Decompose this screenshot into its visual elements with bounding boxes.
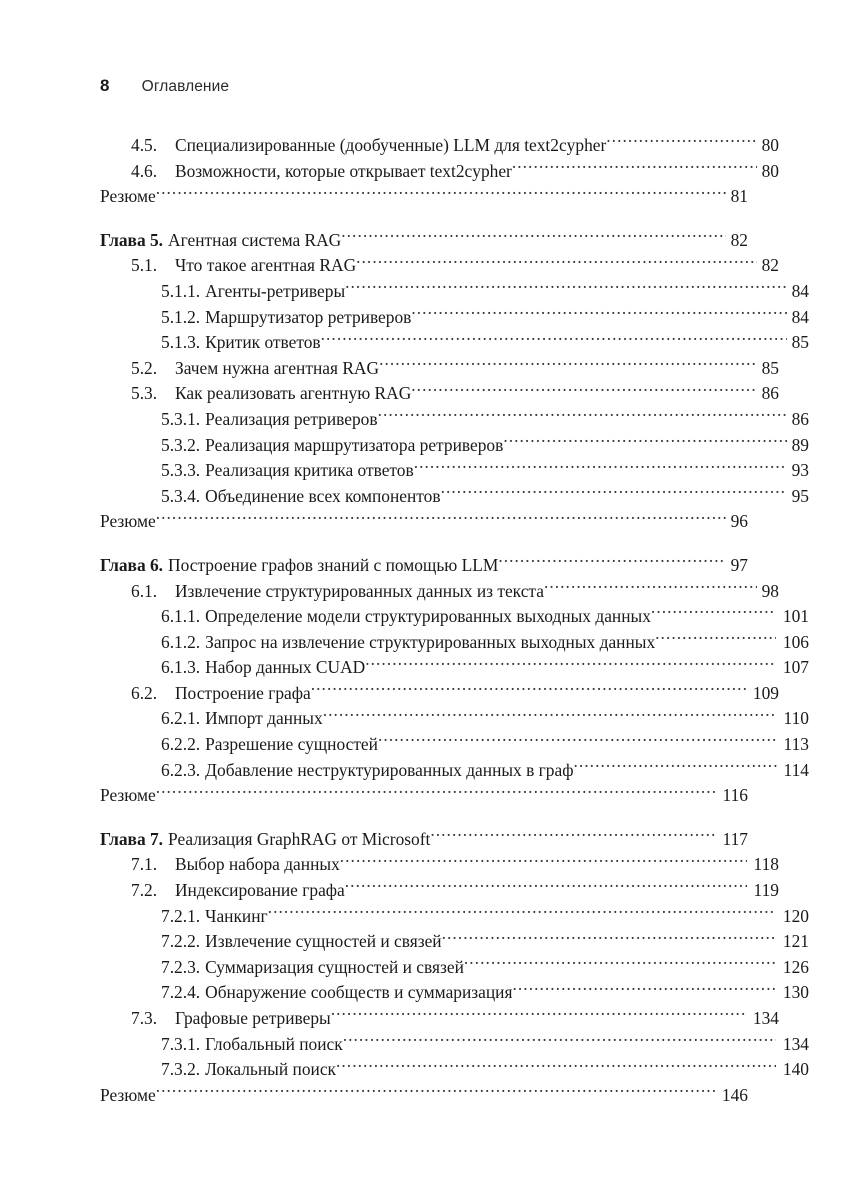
toc-entry-number: 4.6. bbox=[131, 160, 158, 181]
dot-leader bbox=[513, 981, 776, 998]
toc-entry-number: 6.1.2. bbox=[161, 631, 201, 652]
toc-entry[interactable] bbox=[100, 305, 809, 331]
toc-entry-page-number: 85 bbox=[761, 357, 779, 378]
dot-leader bbox=[156, 784, 716, 801]
toc-entry-page-number: 86 bbox=[791, 408, 809, 429]
toc-entry-title: Локальный поиск bbox=[205, 1059, 336, 1080]
toc-entry-number: 6.1.3. bbox=[161, 657, 201, 678]
toc-entry[interactable] bbox=[100, 929, 809, 955]
toc-entry-number: 5.1.3. bbox=[161, 332, 201, 353]
toc-entry-page-number: 80 bbox=[761, 135, 779, 155]
toc-entry-page-number: 98 bbox=[761, 580, 779, 601]
dot-leader bbox=[414, 459, 787, 476]
toc-entry-number: 7.2.4. bbox=[161, 982, 201, 1003]
dot-leader bbox=[464, 955, 776, 972]
dot-leader bbox=[345, 879, 747, 896]
toc-entry-title: Запрос на извлечение структурированных выходных данных bbox=[205, 631, 656, 652]
dot-leader bbox=[378, 733, 777, 750]
toc-entry[interactable] bbox=[100, 407, 809, 433]
toc-entry-page-number: 126 bbox=[782, 956, 809, 977]
toc-entry-page-number: 95 bbox=[791, 485, 809, 506]
dot-leader bbox=[156, 1083, 715, 1100]
toc-entry-number: 6.1.1. bbox=[161, 606, 201, 627]
toc-entry-number: 6.2.3. bbox=[161, 759, 201, 780]
toc-entry-page-number: 80 bbox=[761, 160, 779, 181]
toc-entry[interactable] bbox=[100, 878, 779, 904]
toc-entry-number: 6.2.2. bbox=[161, 734, 201, 755]
dot-leader bbox=[441, 484, 787, 501]
toc-entry-page-number: 134 bbox=[752, 1008, 779, 1028]
toc-entry-title: Построение графов знаний с помощью LLM bbox=[168, 554, 499, 575]
toc-entry-title: Графовые ретриверы bbox=[175, 1008, 331, 1028]
toc-entry-page-number: 113 bbox=[783, 734, 809, 755]
toc-entry-title: Маршрутизатор ретриверов bbox=[205, 306, 412, 327]
toc-entry-title: Реализация GraphRAG от Microsoft bbox=[168, 828, 431, 849]
toc-entry[interactable] bbox=[100, 604, 809, 630]
dot-leader bbox=[411, 305, 787, 322]
dot-leader bbox=[156, 185, 726, 202]
toc-entry-title: Специализированные (дообученные) LLM для text2cypher bbox=[175, 135, 607, 155]
toc-entry[interactable] bbox=[100, 980, 809, 1006]
toc-entry[interactable] bbox=[100, 484, 809, 510]
toc-entry[interactable] bbox=[100, 904, 809, 930]
toc-entry-number: 7.2.3. bbox=[161, 956, 201, 977]
toc-entry-page-number: 86 bbox=[761, 383, 779, 404]
dot-leader bbox=[321, 331, 787, 348]
dot-leader bbox=[340, 853, 747, 870]
toc-entry-title: Выбор набора данных bbox=[175, 854, 340, 875]
dot-leader bbox=[323, 707, 777, 724]
toc-entry-title: Возможности, которые открывает text2cypher bbox=[175, 160, 512, 181]
toc-entry-title: Как реализовать агентную RAG bbox=[175, 383, 412, 404]
dot-leader bbox=[430, 827, 715, 844]
toc-entry-number: 7.2. bbox=[131, 880, 158, 901]
toc-entry-title: Извлечение структурированных данных из текста bbox=[175, 580, 544, 601]
toc-entry-title: Построение графа bbox=[175, 682, 311, 703]
toc-entry-number: 5.1.2. bbox=[161, 306, 201, 327]
toc-entry-number: 5.3.1. bbox=[161, 408, 201, 429]
toc-entry-title: Реализация критика ответов bbox=[205, 460, 414, 481]
toc-entry-page-number: 119 bbox=[753, 880, 779, 901]
toc-entry-title: Разрешение сущностей bbox=[205, 734, 378, 755]
toc-entry-page-number: 96 bbox=[730, 511, 748, 532]
toc-entry-page-number: 146 bbox=[721, 1084, 748, 1105]
toc-entry-title: Объединение всех компонентов bbox=[205, 485, 441, 506]
toc-entry[interactable] bbox=[100, 330, 809, 356]
toc-entry[interactable] bbox=[100, 681, 779, 707]
toc-entry-title: Извлечение сущностей и связей bbox=[205, 931, 442, 952]
toc-entry-number: 7.3.2. bbox=[161, 1059, 201, 1080]
toc-entry-title: Определение модели структурированных выходных данных bbox=[205, 606, 651, 627]
dot-leader bbox=[573, 758, 776, 775]
toc-entry-title: Резюме bbox=[100, 1084, 156, 1105]
toc-entry-number: Глава 6. bbox=[100, 554, 164, 575]
page-folio: 8 bbox=[100, 76, 110, 95]
dot-leader bbox=[512, 159, 757, 176]
toc-entry-title: Обнаружение сообществ и суммаризация bbox=[205, 982, 513, 1003]
toc-entry-number: 4.5. bbox=[131, 135, 158, 155]
toc-entry-page-number: 130 bbox=[782, 982, 809, 1003]
toc-entry-title: Реализация ретриверов bbox=[205, 408, 378, 429]
toc-entry-page-number: 89 bbox=[791, 434, 809, 455]
toc-entry[interactable] bbox=[100, 1032, 809, 1058]
dot-leader bbox=[442, 930, 776, 947]
toc-entry[interactable] bbox=[100, 279, 809, 305]
dot-leader bbox=[498, 554, 726, 571]
toc-entry[interactable] bbox=[100, 579, 779, 605]
toc-entry[interactable] bbox=[100, 253, 779, 279]
toc-entry-page-number: 97 bbox=[730, 554, 748, 575]
dot-leader bbox=[331, 1007, 746, 1024]
toc-entry-page-number: 118 bbox=[753, 854, 779, 875]
dot-leader bbox=[356, 254, 757, 271]
toc-entry-page-number: 101 bbox=[782, 606, 809, 627]
toc-entry[interactable] bbox=[100, 184, 748, 210]
toc-entry-page-number: 82 bbox=[761, 255, 779, 276]
toc-entry-page-number: 140 bbox=[782, 1059, 809, 1080]
dot-leader bbox=[268, 904, 776, 921]
toc-entry[interactable] bbox=[100, 655, 809, 681]
toc-entry-number: 7.2.2. bbox=[161, 931, 201, 952]
dot-leader bbox=[156, 510, 726, 527]
toc-entry[interactable] bbox=[100, 381, 779, 407]
toc-entry-page-number: 81 bbox=[730, 186, 748, 207]
toc-entry-page-number: 84 bbox=[791, 306, 809, 327]
toc-entry-page-number: 109 bbox=[752, 682, 779, 703]
dot-leader bbox=[341, 228, 726, 245]
toc-entry-title: Чанкинг bbox=[205, 905, 268, 926]
dot-leader bbox=[365, 656, 776, 673]
toc-entry-page-number: 93 bbox=[791, 460, 809, 481]
toc-entry-number: 5.1.1. bbox=[161, 280, 201, 301]
dot-leader bbox=[503, 433, 787, 450]
toc-entry-page-number: 117 bbox=[722, 828, 748, 849]
toc-entry[interactable] bbox=[100, 458, 809, 484]
toc-entry-page-number: 120 bbox=[782, 905, 809, 926]
toc-entry-number: 5.3.3. bbox=[161, 460, 201, 481]
toc-entry[interactable] bbox=[100, 732, 809, 758]
toc-entry[interactable] bbox=[100, 955, 809, 981]
dot-leader bbox=[343, 1032, 776, 1049]
toc-entry-title: Резюме bbox=[100, 186, 156, 207]
toc-entry-title: Резюме bbox=[100, 511, 156, 532]
toc-entry-page-number: 84 bbox=[791, 280, 809, 301]
toc-entry[interactable] bbox=[100, 159, 779, 185]
toc-entry-title: Реализация маршрутизатора ретриверов bbox=[205, 434, 504, 455]
toc-entry-number: 7.2.1. bbox=[161, 905, 201, 926]
toc-entry[interactable] bbox=[100, 553, 748, 579]
toc-entry-title: Зачем нужна агентная RAG bbox=[175, 357, 380, 378]
toc-entry[interactable] bbox=[100, 630, 809, 656]
toc-entry-number: 5.3.2. bbox=[161, 434, 201, 455]
toc-entry-number: 6.2.1. bbox=[161, 708, 201, 729]
dot-leader bbox=[411, 382, 757, 399]
page-title: Оглавление bbox=[141, 78, 230, 95]
toc-entry[interactable] bbox=[100, 706, 809, 732]
toc-entry[interactable] bbox=[100, 758, 809, 784]
toc-entry-title: Суммаризация сущностей и связей bbox=[205, 956, 464, 977]
toc-entry-page-number: 121 bbox=[782, 931, 809, 952]
toc-entry-number: 5.1. bbox=[131, 255, 158, 276]
toc-entry[interactable] bbox=[100, 1057, 809, 1083]
toc-entry[interactable] bbox=[100, 433, 809, 459]
toc-entry[interactable] bbox=[100, 827, 748, 853]
dot-leader bbox=[651, 605, 776, 622]
toc-entry-page-number: 134 bbox=[782, 1033, 809, 1054]
toc-entry-number: Глава 5. bbox=[100, 229, 164, 250]
toc-list bbox=[100, 133, 809, 1108]
toc-entry-number: 6.1. bbox=[131, 580, 158, 601]
dot-leader bbox=[336, 1058, 776, 1075]
toc-entry-title: Индексирование графа bbox=[175, 880, 345, 901]
dot-leader bbox=[379, 356, 757, 373]
toc-entry-title: Набор данных CUAD bbox=[205, 657, 366, 678]
toc-entry[interactable] bbox=[100, 852, 779, 878]
toc-entry-title: Что такое агентная RAG bbox=[175, 255, 357, 276]
toc-entry-number: 7.3. bbox=[131, 1008, 158, 1028]
dot-leader bbox=[655, 630, 776, 647]
toc-entry-page-number: 107 bbox=[782, 657, 809, 678]
toc-entry-title: Добавление неструктурированных данных в граф bbox=[205, 759, 574, 780]
toc-entry-page-number: 106 bbox=[782, 631, 809, 652]
toc-entry-number: Глава 7. bbox=[100, 828, 164, 849]
toc-entry-number: 5.3. bbox=[131, 383, 158, 404]
toc-entry-page-number: 114 bbox=[783, 759, 809, 780]
toc-entry[interactable] bbox=[100, 356, 779, 382]
toc-entry-title: Критик ответов bbox=[205, 332, 321, 353]
dot-leader bbox=[345, 280, 787, 297]
toc-entry-title: Агенты-ретриверы bbox=[205, 280, 346, 301]
dot-leader bbox=[378, 408, 787, 425]
toc-entry-number: 7.3.1. bbox=[161, 1033, 201, 1054]
toc-entry-page-number: 82 bbox=[730, 229, 748, 250]
toc-entry-number: 5.3.4. bbox=[161, 485, 201, 506]
toc-entry-number: 5.2. bbox=[131, 357, 158, 378]
toc-entry[interactable] bbox=[100, 228, 748, 254]
dot-leader bbox=[606, 134, 757, 151]
running-head bbox=[100, 76, 229, 96]
toc-entry[interactable] bbox=[100, 133, 779, 159]
toc-entry-number: 6.2. bbox=[131, 682, 158, 703]
toc-entry-title: Импорт данных bbox=[205, 708, 323, 729]
toc-entry[interactable] bbox=[100, 1083, 748, 1109]
toc-entry[interactable] bbox=[100, 1006, 779, 1032]
dot-leader bbox=[311, 681, 746, 698]
toc-entry-page-number: 85 bbox=[791, 332, 809, 353]
dot-leader bbox=[544, 579, 757, 596]
toc-entry[interactable] bbox=[100, 509, 748, 535]
toc-entry-title: Резюме bbox=[100, 785, 156, 806]
toc-entry-title: Агентная система RAG bbox=[168, 229, 342, 250]
toc-entry[interactable] bbox=[100, 783, 748, 809]
toc-entry-page-number: 116 bbox=[722, 785, 748, 806]
toc-entry-number: 7.1. bbox=[131, 854, 158, 875]
toc-entry-title: Глобальный поиск bbox=[205, 1033, 343, 1054]
toc-entry-page-number: 110 bbox=[783, 708, 809, 729]
